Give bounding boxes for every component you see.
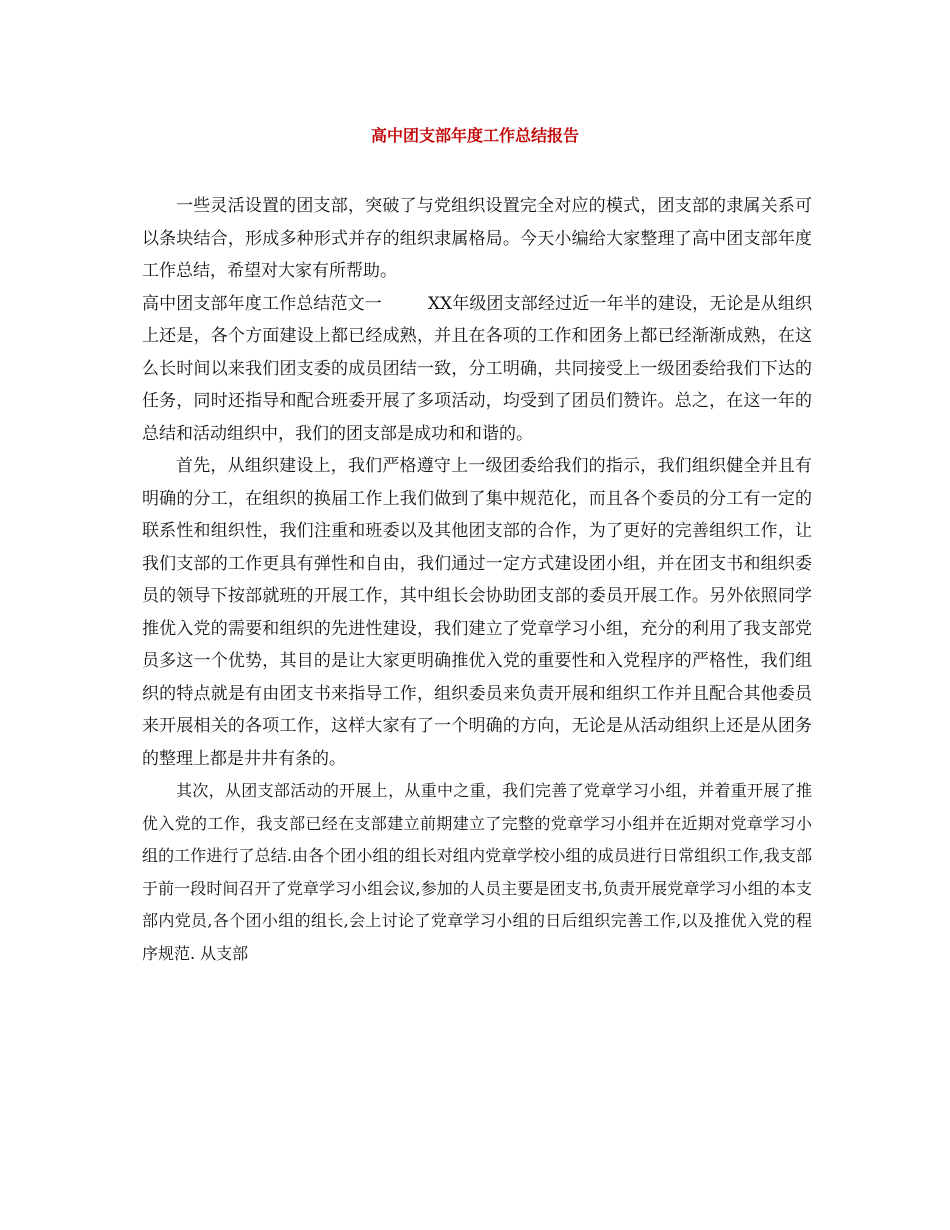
paragraph-3: 其次，从团支部活动的开展上，从重中之重，我们完善了党章学习小组，并着重开展了推优入党的工作，我支部已经在支部建立前期建立了完整的党章学习小组并在近期对党章学习小组的工作进行了总结.由各个团小组的组长对组内党章学校小组的成员进行日常组织工作,我支部于前一段时间召开了党章学习小组会议,参加的人员主要是团支书,负责开展党章学习小组的本支部内党员,各个团小组的组长,会上讨论了党章学习小组的日后组织完善工作,以及推优入党的程序规范. 从支部 (142, 781, 812, 963)
section-paragraph-1 (142, 288, 812, 451)
paragraph-1-text: XX年级团支部经过近一年半的建设，无论是从组织上还是，各个方面建设上都已经成熟，并且在各项的工作和团务上都已经渐渐成熟，在这么长时间以来我们团支委的成员团结一致，分工明确，共同接受上一级团委给我们下达的任务，同时还指导和配合班委开展了多项活动，均受到了团员们赞许。总之，在这一年的总结和活动组织中，我们的团支部是成功和和谐的。 (142, 293, 812, 444)
intro-paragraph: 一些灵活设置的团支部，突破了与党组织设置完全对应的模式，团支部的隶属关系可以条块结合，形成多种形式并存的组织隶属格局。今天小编给大家整理了高中团支部年度工作总结，希望对大家有所帮助。 (142, 196, 812, 281)
document-body (142, 190, 812, 970)
section-heading: 高中团支部年度工作总结范文一 (142, 293, 382, 314)
paragraph-2: 首先，从组织建设上，我们严格遵守上一级团委给我们的指示，我们组织健全并且有明确的分工，在组织的换届工作上我们做到了集中规范化，而且各个委员的分工有一定的联系性和组织性，我们注重和班委以及其他团支部的合作，为了更好的完善组织工作，让我们支部的工作更具有弹性和自由，我们通过一定方式建设团小组，并在团支书和组织委员的领导下按部就班的开展工作，其中组长会协助团支部的委员开展工作。另外依照同学推优入党的需要和组织的先进性建设，我们建立了党章学习小组，充分的利用了我支部党员多这一个优势，其目的是让大家更明确推优入党的重要性和入党程序的严格性，我们组织的特点就是有由团支书来指导工作，组织委员来负责开展和组织工作并且配合其他委员来开展相关的各项工作，这样大家有了一个明确的方向，无论是从活动组织上还是从团务的整理上都是井井有条的。 (142, 456, 812, 769)
document-title: 高中团支部年度工作总结报告 (370, 126, 579, 145)
